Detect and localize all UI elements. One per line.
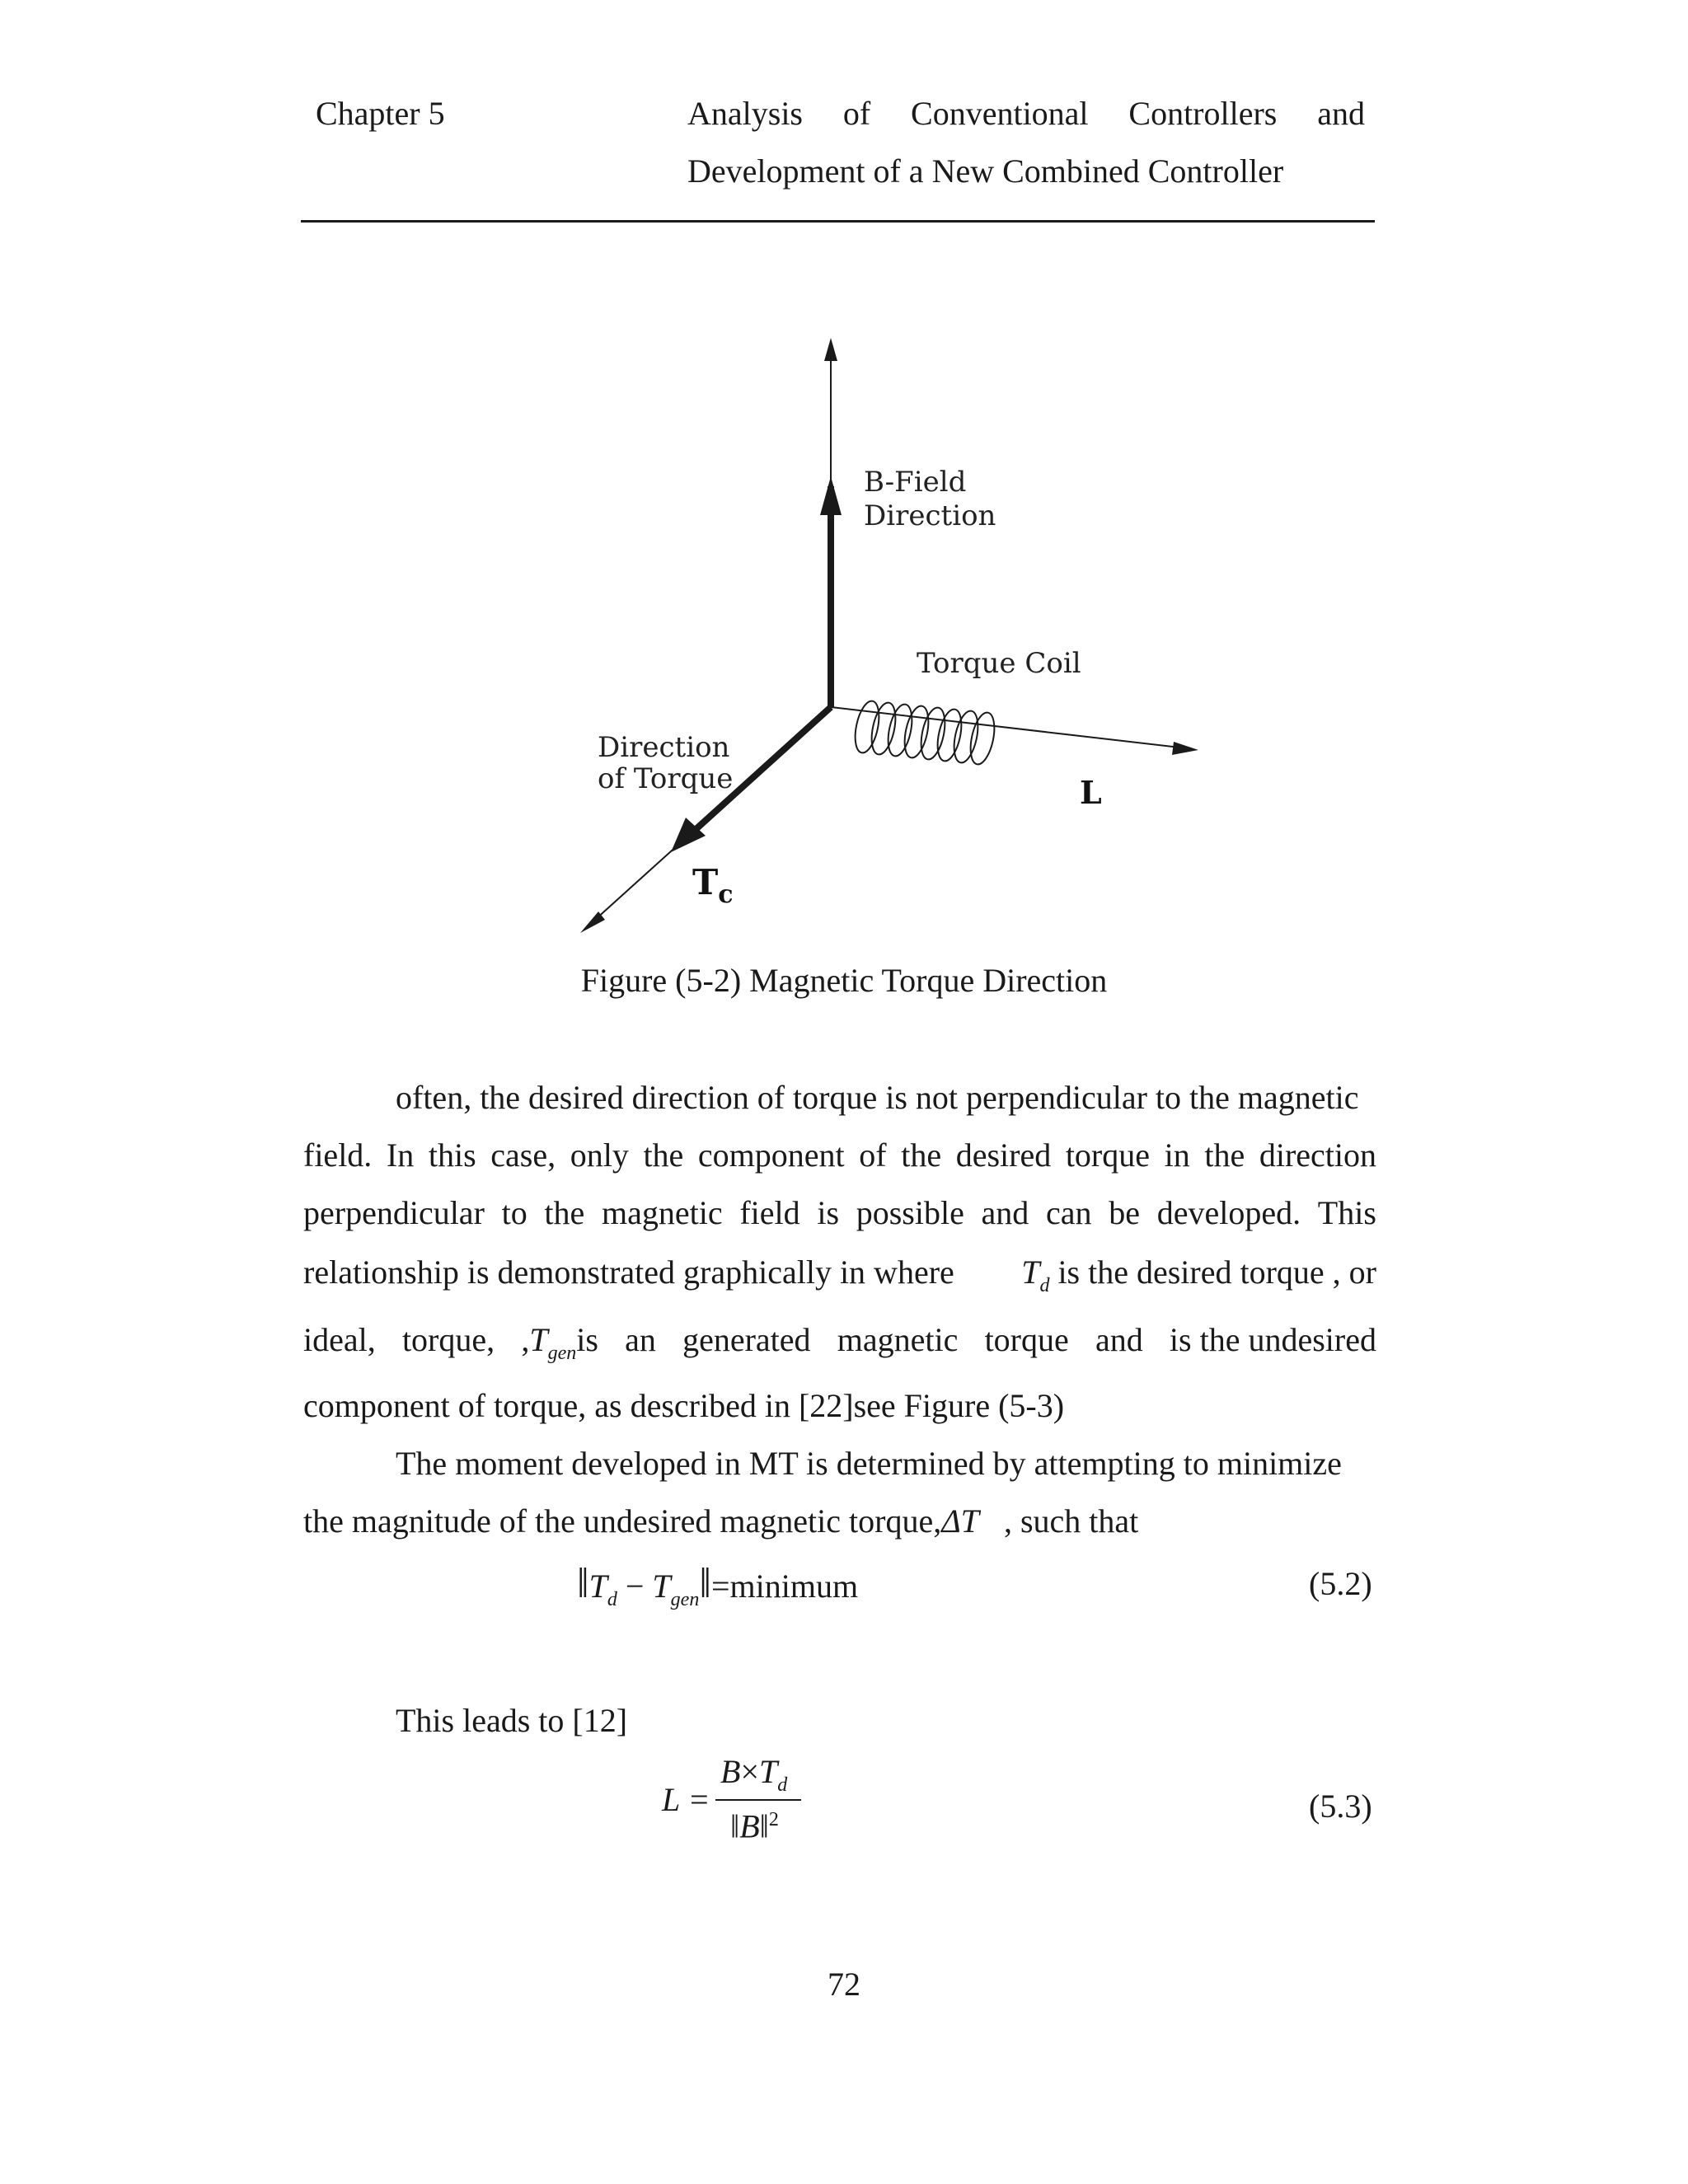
page-number: 72 <box>828 1966 860 2003</box>
body-word: is <box>817 1194 840 1231</box>
equation-5-3-number: (5.3) <box>1309 1788 1372 1825</box>
paragraph-1-line-2 <box>303 1139 1376 1172</box>
torque-coil-label: Torque Coil <box>917 647 1081 680</box>
body-word: torque <box>1065 1137 1150 1174</box>
body-word: component <box>697 1137 845 1174</box>
running-title-word: Analysis <box>687 95 803 132</box>
body-word: magnetic <box>602 1194 723 1231</box>
torque-coil <box>851 699 999 766</box>
l-axis-label: L <box>1080 774 1102 811</box>
body-word: In <box>386 1137 415 1174</box>
chapter-label: Chapter 5 <box>316 95 445 132</box>
paragraph-1-line-1: often, the desired direction of torque is not perpendicular to the magnetic <box>396 1079 1359 1116</box>
body-word: direction <box>1259 1137 1376 1174</box>
body-word: case, <box>490 1137 556 1174</box>
body-word: and <box>981 1194 1029 1231</box>
body-word: only <box>570 1137 629 1174</box>
equation-5-2: $‖T_d$ − $T_{gen}‖=minimum$ <box>577 1560 859 1610</box>
paragraph-1-line-5: ideal, torque, $,T_{gen}is$ an generated magnetic torque and is the undesired <box>303 1321 1376 1364</box>
body-word: the <box>1204 1137 1245 1174</box>
paragraph-3: This leads to [12] <box>396 1702 628 1739</box>
body-word: can <box>1046 1194 1092 1231</box>
paragraph-1-line-3 <box>303 1194 1376 1231</box>
body-word: desired <box>955 1137 1052 1174</box>
running-title-word: of <box>842 95 871 132</box>
l-axis <box>831 707 1187 748</box>
l-axis-arrowhead <box>1172 742 1198 755</box>
body-word: of <box>859 1137 887 1174</box>
figure-caption: Figure (5-2) Magnetic Torque Direction <box>580 962 1108 999</box>
running-title-line-2: Development of a New Combined Controller <box>687 152 1284 190</box>
running-title-line-1 <box>687 97 1365 130</box>
b-field-axis-arrowhead <box>824 338 837 361</box>
running-title-word: and <box>1317 95 1365 132</box>
body-word: This <box>1317 1194 1376 1231</box>
tc-label: $T_c$ <box>692 862 734 909</box>
body-word: the <box>901 1137 942 1174</box>
body-word: perpendicular <box>303 1194 485 1231</box>
paragraph-2-line-2: the magnitude of the undesired magnetic torque,ΔT , such that <box>303 1502 1139 1540</box>
body-word: possible <box>856 1194 964 1231</box>
paragraph-1-line-4: relationship is demonstrated graphically in where $T_d$ is the desired torque , or <box>303 1254 1376 1296</box>
torque-direction-label-line-2: of Torque <box>598 762 734 795</box>
body-word: developed. <box>1156 1194 1301 1231</box>
body-word: the <box>544 1194 585 1231</box>
magnetic-torque-figure <box>560 330 1220 956</box>
body-word: in <box>1164 1137 1190 1174</box>
b-field-label-line-1: B-Field <box>864 466 967 499</box>
body-word: field. <box>303 1137 373 1174</box>
torque-direction-label-line-1: Direction <box>598 731 730 764</box>
equation-5-2-number: (5.2) <box>1309 1565 1372 1602</box>
body-word: the <box>643 1137 684 1174</box>
paragraph-1-line-6: component of torque, as described in [22]see Figure (5-3) <box>303 1387 1065 1424</box>
body-word: be <box>1109 1194 1140 1231</box>
paragraph-2-line-1: The moment developed in MT is determined by attempting to minimize <box>396 1445 1342 1482</box>
header-rule <box>301 220 1375 223</box>
body-word: to <box>501 1194 528 1231</box>
b-field-label-line-2: Direction <box>864 499 996 532</box>
body-word: this <box>428 1137 476 1174</box>
body-word: field <box>739 1194 800 1231</box>
running-title-word: Controllers <box>1128 95 1278 132</box>
running-title-word: Conventional <box>911 95 1089 132</box>
b-field-vector-arrowhead <box>820 476 842 515</box>
